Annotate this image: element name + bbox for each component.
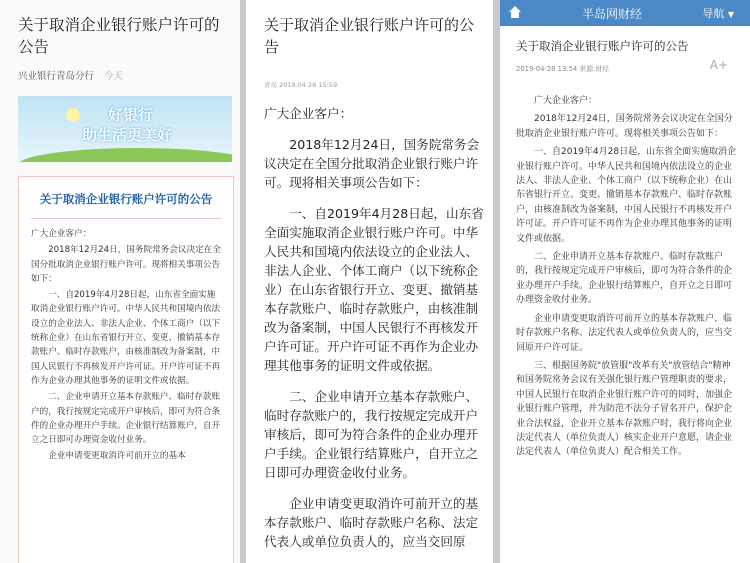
paragraph: 2018年12月24日，国务院常务会议决定在全国分批取消企业银行账户许可。现将相关事项公告如下：	[264, 137, 480, 190]
article-body	[516, 94, 738, 464]
paragraph: 企业申请变更取消许可前开立的基本存款账户、临时存款账户名称、法定代表人或单位负责人的，应当交回原开户许可证。	[516, 313, 733, 353]
source-label[interactable]: 兴业银行青岛分行	[18, 71, 95, 82]
document-body	[31, 227, 221, 464]
font-size-button[interactable]: A+	[709, 58, 728, 72]
article-meta: 青岛 2019.04.28 15:59	[264, 81, 338, 89]
top-nav-bar	[500, 0, 750, 26]
paragraph: 一、自2019年4月28日起，山东省全面实施取消企业银行账户许可。中华人民共和国境内依法设立的企业法人、非法人企业、个体工商户（以下统称企业）在山东省银行开立、变更、撤销基本存款账户、临时存款账户，由核准制改为备案制，中国人民银行不再核发开户许可证。开户许可证不再作为企业办理其他事务的证明文件或依据。	[516, 147, 737, 244]
paragraph: 2018年12月24日，国务院常务会议决定在全国分批取消企业银行账户许可。现将相关事项公告如下：	[516, 114, 733, 139]
banner-line-1: 好银行	[108, 106, 154, 124]
paragraph: 2018年12月24日，国务院常务会议决定在全国分批取消企业银行账户许可。现将相关事项公告如下：	[31, 245, 221, 284]
chevron-down-icon: ▼	[727, 10, 734, 19]
promo-banner	[18, 96, 232, 162]
paragraph: 二、企业申请开立基本存款账户、临时存款账户的，我行按规定完成开户审核后，即可为符合条件的企业办理开户手续。企业银行结算账户，自开立之日即可办理资金收付业务。	[516, 252, 733, 306]
site-brand: 半岛网财经	[582, 7, 643, 21]
article-meta: 2019-04-28 13:54 来源:财经	[516, 65, 609, 73]
paragraph: 一、自2019年4月28日起，山东省全面实施取消企业银行账户许可。中华人民共和国境内依法设立的企业法人、非法人企业、个体工商户（以下统称企业）在山东省银行开立、变更、撤销基本存款账户、临时存款账户，由核准制改为备案制，中国人民银行不再核发开户许可证。开户许可证不再作为企业办理其他事务的证明文件或依据。	[264, 206, 484, 373]
paragraph: 企业申请变更取消许可前开立的基本存款账户、临时存款账户名称、法定代表人或单位负责人的，应当交回原	[264, 496, 479, 549]
article-title: 关于取消企业银行账户许可的公告	[264, 16, 475, 56]
paragraph: 广大企业客户：	[534, 96, 598, 106]
paragraph: 广大企业客户：	[31, 229, 92, 239]
paragraph: 一、自2019年4月28日起，山东省全面实施取消企业银行账户许可。中华人民共和国境内依法设立的企业法人、非法人企业、个体工商户（以下统称企业）在山东省银行开立、变更、撤销基本存款账户、临时存款账户，由核准制改为备案制，中国人民银行不再核发开户许可证。开户许可证不再作为企业办理其他事务的证明文件或依据。	[31, 290, 221, 386]
hill-graphic	[18, 148, 232, 162]
nav-menu-button[interactable]	[702, 5, 734, 21]
paragraph: 企业申请变更取消许可前开立的基本	[48, 451, 186, 462]
article-panel-1	[0, 0, 240, 563]
nav-label: 导航	[702, 7, 725, 20]
article-panel-3	[500, 0, 750, 563]
article-title: 关于取消企业银行账户许可的公告	[18, 16, 220, 56]
paragraph: 二、企业申请开立基本存款账户、临时存款账户的，我行按规定完成开户审核后，即可为符合条件的企业办理开户手续。企业银行结算账户，自开立之日即可办理资金收付业务。	[31, 392, 221, 446]
article-title: 关于取消企业银行账户许可的公告	[516, 39, 689, 53]
article-body	[264, 104, 486, 563]
paragraph: 二、企业申请开立基本存款账户、临时存款账户的，我行按规定完成开户审核后，即可为符合条件的企业办理开户手续。企业银行结算账户，自开立之日即可办理资金收付业务。	[264, 389, 479, 480]
paragraph: 三、根据国务院"放管服"改革有关"放管结合"精神和国务院常务会议有关强化银行账户管理职责的要求，中国人民银行在取消企业银行账户许可的同时，加强企业银行账户管理，并为防范不法分子冒名开户，保护企业合法权益，企业开立基本存款账户时，我行将向企业法定代表人（单位负责人）核实企业开户意愿，请企业法定代表人（单位负责人）配合相关工作。	[516, 360, 733, 458]
notice-document	[18, 176, 234, 563]
paragraph: 广大企业客户：	[264, 106, 353, 121]
document-title: 关于取消企业银行账户许可的公告	[31, 191, 221, 219]
banner-line-2: 助生活更美好	[82, 126, 173, 144]
article-meta	[18, 68, 123, 82]
article-panel-2	[246, 0, 493, 563]
home-icon[interactable]	[508, 5, 522, 19]
sun-icon	[66, 108, 80, 122]
time-label: 今天	[104, 71, 124, 82]
